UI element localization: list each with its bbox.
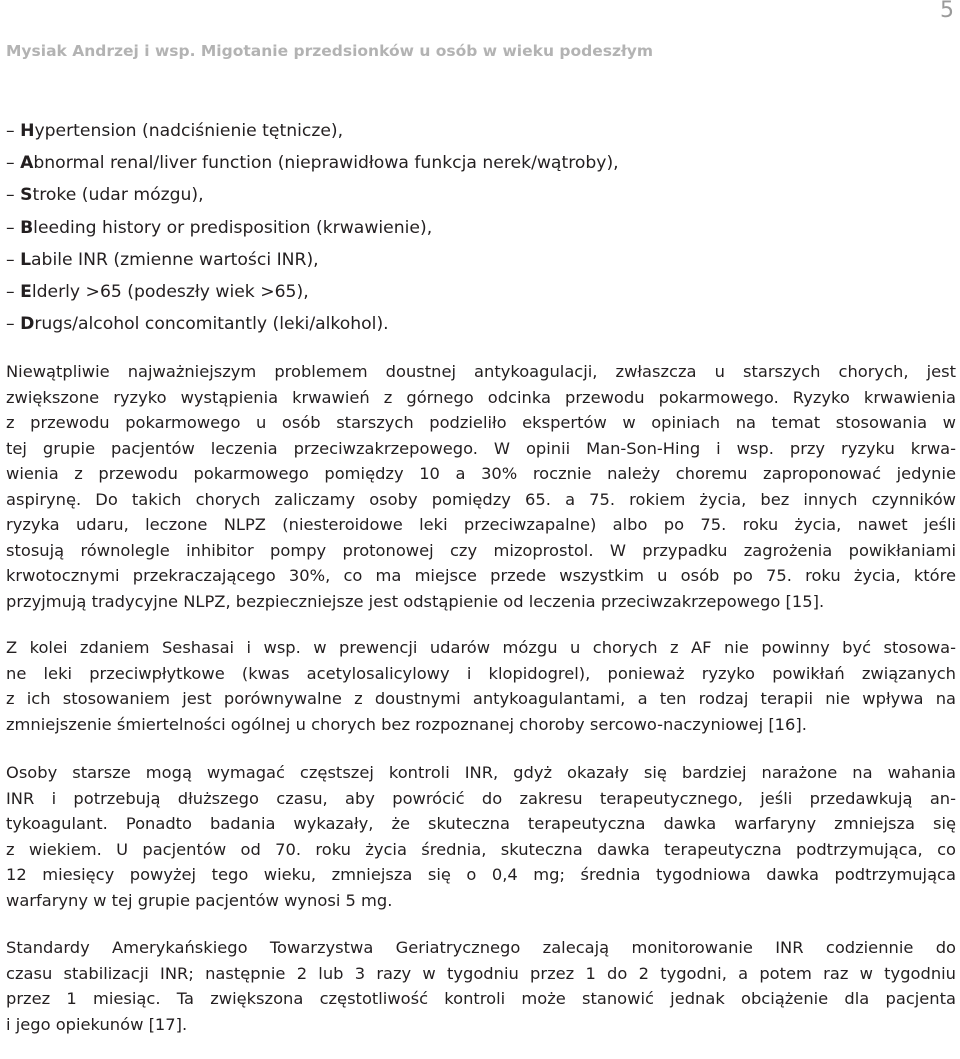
text-line: z wiekiem. U pacjentów od 70. roku życia średnia, skuteczna dawka terapeutyczna podtrzymująca, co bbox=[6, 839, 956, 859]
text-line: przyjmują tradycyjne NLPZ, bezpieczniejsze jest odstąpienie od leczenia przeciwzakrzepowego [15]. bbox=[6, 591, 825, 611]
text-line: aspirynę. Do takich chorych zaliczamy osoby pomiędzy 65. a 75. rokiem życia, bez innych czynników bbox=[6, 489, 956, 509]
acronym-letter: L bbox=[20, 249, 32, 270]
text-line: warfaryny w tej grupie pacjentów wynosi 5 mg. bbox=[6, 890, 393, 910]
text-line: zmniejszenie śmiertelności ogólnej u chorych bez rozpoznanej choroby sercowo-naczyniowej [16]. bbox=[6, 714, 807, 734]
text-line: Standardy Amerykańskiego Towarzystwa Geriatrycznego zalecają monitorowanie INR codziennie do bbox=[6, 938, 956, 957]
text-line: wienia z przewodu pokarmowego pomiędzy 10 a 30% rocznie należy choremu zaproponować jedynie bbox=[6, 464, 956, 483]
text-line: ne leki przeciwpłytkowe (kwas acetylosalicylowy i klopidogrel), ponieważ ryzyko powikłań związanych bbox=[6, 663, 956, 683]
list-item: – Stroke (udar mózgu), bbox=[6, 185, 204, 206]
text-line: zwiększone ryzyko wystąpienia krwawień z górnego odcinka przewodu pokarmowego. Ryzyko krwawienia bbox=[6, 387, 956, 407]
acronym-letter: D bbox=[20, 314, 35, 335]
running-header: Mysiak Andrzej i wsp. Migotanie przedsionków u osób w wieku podeszłym bbox=[6, 42, 653, 60]
paragraph-antiplatelet bbox=[6, 635, 956, 737]
text-line: i jego opiekunów [17]. bbox=[6, 1014, 188, 1034]
paragraph-bleeding-risk bbox=[6, 359, 956, 614]
text-line: ryzyka udaru, leczone NLPZ (niesteroidowe leki przeciwzapalne) albo po 75. roku życia, nawet jeśli bbox=[6, 515, 956, 534]
text-line: stosują równolegle inhibitor pompy protonowej czy mizoprostol. W przypadku zagrożenia powikłaniami bbox=[6, 540, 956, 560]
acronym-letter: A bbox=[20, 153, 34, 174]
text-line: Osoby starsze mogą wymagać częstszej kontroli INR, gdyż okazały się bardziej narażone na wahania bbox=[6, 763, 956, 782]
text-line: tykoagulant. Ponadto badania wykazały, że skuteczna terapeutyczna dawka warfaryny zmniejsza się bbox=[6, 814, 956, 833]
text-line: 12 miesięcy powyżej tego wieku, zmniejsza się o 0,4 mg; średnia tygodniowa dawka podtrzymująca bbox=[6, 865, 956, 884]
has-bled-criteria-list bbox=[6, 115, 956, 340]
paragraph-ags-standards bbox=[6, 935, 956, 1037]
body-text bbox=[6, 359, 956, 1059]
acronym-letter: S bbox=[20, 185, 33, 206]
text-line: z przewodu pokarmowego u osób starszych podzieliło ekspertów w opiniach na temat stosowania w bbox=[6, 413, 956, 432]
list-item: – Hypertension (nadciśnienie tętnicze), bbox=[6, 121, 344, 141]
paragraph-inr-control bbox=[6, 760, 956, 913]
text-line: przez 1 miesiąc. Ta zwiększona częstotliwość kontroli może stanowić jednak obciążenie dla pacjenta bbox=[6, 989, 956, 1008]
page-number: 5 bbox=[940, 0, 954, 23]
text-line: z ich stosowaniem jest porównywalne z doustnymi antykoagulantami, a ten rodzaj terapii nie wpływa na bbox=[6, 689, 956, 708]
acronym-letter: B bbox=[20, 217, 34, 238]
acronym-letter: E bbox=[20, 282, 32, 303]
acronym-letter: H bbox=[20, 121, 35, 141]
text-line: Z kolei zdaniem Seshasai i wsp. w prewencji udarów mózgu u chorych z AF nie powinny być stosowa- bbox=[6, 638, 956, 657]
list-item: – Drugs/alcohol concomitantly (leki/alkohol). bbox=[6, 314, 389, 335]
text-line: krwotocznymi przekraczającego 30%, co ma miejsce przede wszystkim u osób po 75. roku życia, które bbox=[6, 566, 956, 585]
list-item: – Labile INR (zmienne wartości INR), bbox=[6, 249, 319, 270]
text-line: tej grupie pacjentów leczenia przeciwzakrzepowego. W opinii Man-Son-Hing i wsp. przy ryzyku krwa- bbox=[6, 438, 956, 458]
list-item: – Bleeding history or predisposition (krwawienie), bbox=[6, 217, 433, 238]
text-line: Niewątpliwie najważniejszym problemem doustnej antykoagulacji, zwłaszcza u starszych chorych, jest bbox=[6, 362, 956, 381]
list-item: – Abnormal renal/liver function (nieprawidłowa funkcja nerek/wątroby), bbox=[6, 153, 619, 174]
text-line: INR i potrzebują dłuższego czasu, aby powrócić do zakresu terapeutycznego, jeśli przedawkują an- bbox=[6, 788, 956, 808]
text-line: czasu stabilizacji INR; następnie 2 lub 3 razy w tygodniu przez 1 do 2 tygodni, a potem raz w tygodniu bbox=[6, 963, 956, 983]
list-item: – Elderly >65 (podeszły wiek >65), bbox=[6, 282, 309, 303]
